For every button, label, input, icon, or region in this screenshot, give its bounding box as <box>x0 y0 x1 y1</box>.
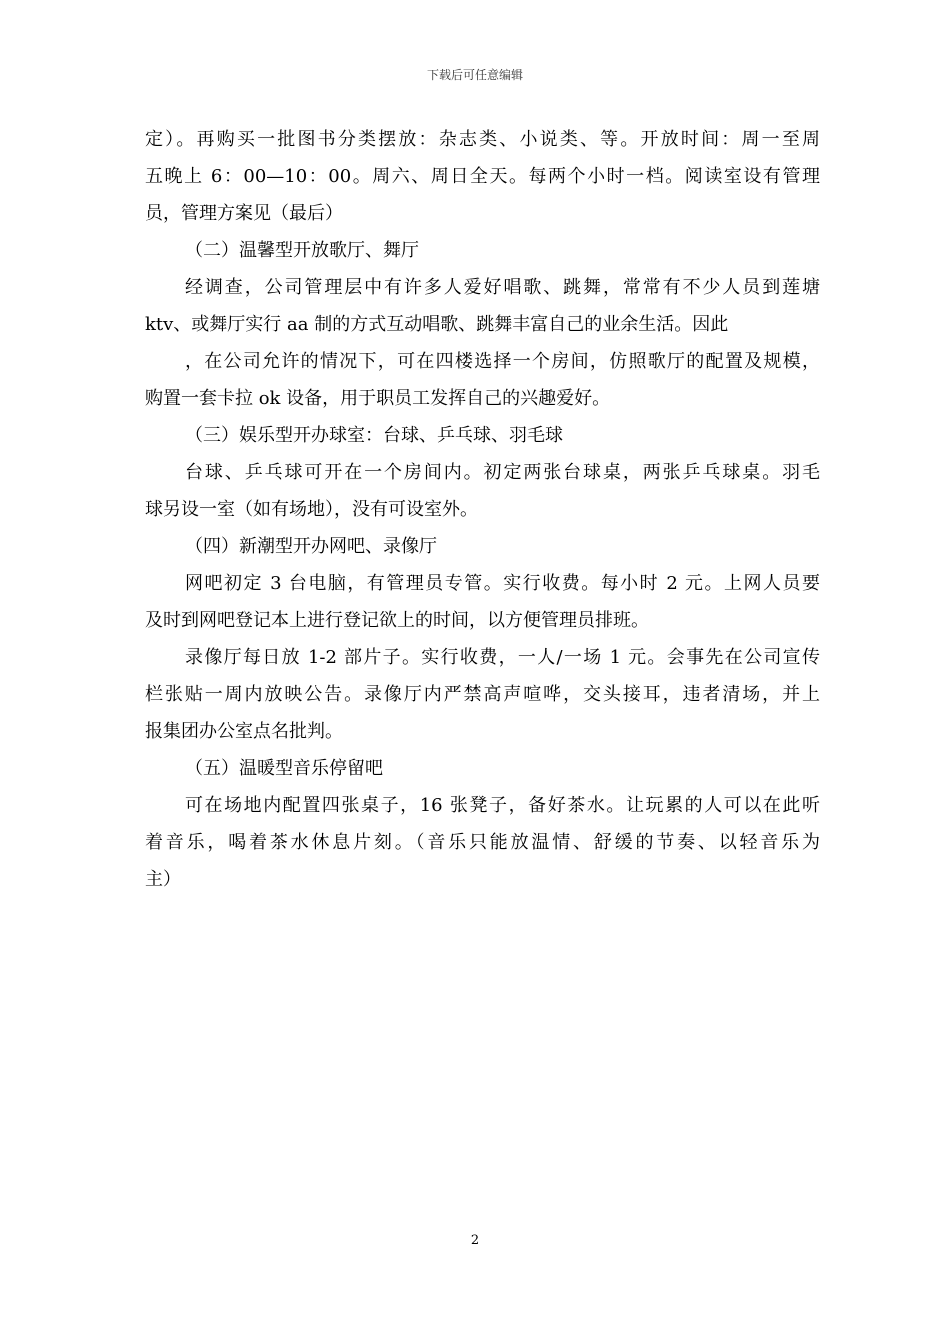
text-line: 栏张贴一周内放映公告。录像厅内严禁高声喧哗，交头接耳，违者清场，并上 <box>145 684 820 705</box>
text-line: 员，管理方案见（最后） <box>145 203 343 224</box>
text-line: 着音乐，喝着茶水休息片刻。（音乐只能放温情、舒缓的节奏、以轻音乐为 <box>145 832 820 853</box>
text-line: 五晚上 6：00—10：00。周六、周日全天。每两个小时一档。阅读室设有管理 <box>145 166 820 187</box>
section-heading: （二）温馨型开放歌厅、舞厅 <box>185 240 419 261</box>
document-body <box>145 121 820 898</box>
text-line: 及时到网吧登记本上进行登记欲上的时间，以方便管理员排班。 <box>145 610 649 631</box>
text-line: 经调查，公司管理层中有许多人爱好唱歌、跳舞，常常有不少人员到莲塘 <box>185 277 820 298</box>
page-number: 2 <box>470 1233 480 1248</box>
page-header: 下载后可任意编辑 <box>426 68 523 82</box>
section-heading: （五）温暖型音乐停留吧 <box>185 758 383 779</box>
text-line: 定）。再购买一批图书分类摆放：杂志类、小说类、等。开放时间：周一至周 <box>145 129 820 150</box>
section-heading: （四）新潮型开办网吧、录像厅 <box>185 536 437 557</box>
text-line: 网吧初定 3 台电脑，有管理员专管。实行收费。每小时 2 元。上网人员要 <box>185 573 820 594</box>
text-line: ktv、或舞厅实行 aa 制的方式互动唱歌、跳舞丰富自己的业余生活。因此 <box>145 314 729 335</box>
text-line: 主） <box>145 869 181 890</box>
text-line: ，在公司允许的情况下，可在四楼选择一个房间，仿照歌厅的配置及规模， <box>185 351 820 372</box>
text-line: 购置一套卡拉 ok 设备，用于职员工发挥自己的兴趣爱好。 <box>145 388 611 409</box>
text-line: 录像厅每日放 1-2 部片子。实行收费，一人/一场 1 元。会事先在公司宣传 <box>185 647 820 668</box>
text-line: 可在场地内配置四张桌子，16 张凳子，备好茶水。让玩累的人可以在此听 <box>185 795 820 816</box>
text-line: 报集团办公室点名批判。 <box>145 721 343 742</box>
text-line: 台球、乒乓球可开在一个房间内。初定两张台球桌，两张乒乓球桌。羽毛 <box>185 462 820 483</box>
text-line: 球另设一室（如有场地），没有可设室外。 <box>145 499 478 520</box>
section-heading: （三）娱乐型开办球室：台球、乒乓球、羽毛球 <box>185 425 563 446</box>
